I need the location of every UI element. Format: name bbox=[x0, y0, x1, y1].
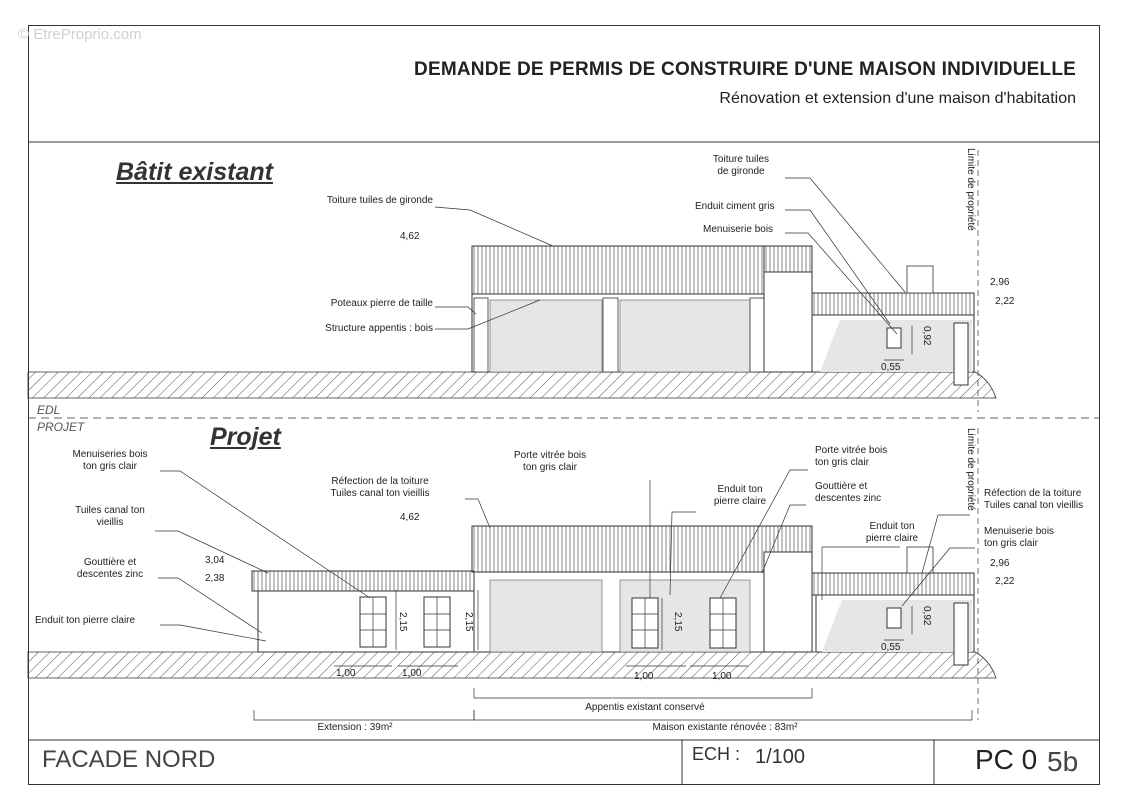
appentis-project-left bbox=[490, 580, 602, 652]
pc-number: 5b bbox=[1047, 746, 1079, 777]
label-menuiserie-right: Menuiserie bois ton gris clair bbox=[984, 526, 1055, 549]
label-poteaux: Poteaux pierre de taille bbox=[330, 298, 433, 309]
label-porte-right: Porte vitrée bois ton gris clair bbox=[815, 445, 888, 468]
existing-title: Bâtit existant bbox=[116, 158, 273, 186]
dim-092-existing: 0,92 bbox=[921, 326, 932, 346]
header-subtitle: Rénovation et extension d'une maison d'habitation bbox=[719, 90, 1076, 107]
level-296-project: 2,96 bbox=[990, 558, 1010, 569]
level-222-existing: 2,22 bbox=[995, 296, 1015, 307]
side-wall-existing bbox=[764, 272, 812, 372]
annex-roof-existing bbox=[812, 293, 974, 315]
appentis-shade-left bbox=[490, 300, 602, 372]
dim-100-a: 1,00 bbox=[336, 668, 356, 679]
label-tuiles-canal: Tuiles canal ton vieillis bbox=[75, 505, 145, 528]
appentis-shade-right bbox=[620, 300, 750, 372]
dim-055-existing: 0,55 bbox=[881, 362, 901, 373]
side-wall-project bbox=[764, 552, 812, 652]
dim-100-d: 1,00 bbox=[712, 671, 732, 682]
scale-label: ECH : bbox=[692, 744, 741, 764]
chimney-existing bbox=[907, 266, 933, 293]
dim-100-c: 1,00 bbox=[634, 671, 654, 682]
dim-100-b: 1,00 bbox=[402, 668, 422, 679]
header-title: DEMANDE DE PERMIS DE CONSTRUIRE D'UNE MAISON INDIVIDUELLE bbox=[414, 59, 1076, 80]
main-roof-project bbox=[472, 526, 812, 572]
post-existing-1 bbox=[474, 298, 488, 372]
label-refection-right: Réfection de la toiture Tuiles canal ton vieillis bbox=[984, 488, 1084, 511]
label-extension: Extension : 39m² bbox=[317, 722, 393, 733]
label-toiture-gironde-right: Toiture tuiles de gironde bbox=[712, 154, 770, 177]
dim-215-c: 2,15 bbox=[672, 612, 683, 632]
watermark: © EtreProprio.com bbox=[18, 26, 142, 43]
dim-055-project: 0,55 bbox=[881, 642, 901, 653]
label-menuiseries: Menuiseries bois ton gris clair bbox=[72, 449, 148, 472]
dim-215-a: 2,15 bbox=[397, 612, 408, 632]
window-project bbox=[887, 608, 901, 628]
label-enduit-ciment: Enduit ciment gris bbox=[695, 201, 775, 212]
level-462-project: 4,62 bbox=[400, 512, 420, 523]
ground-project bbox=[28, 652, 996, 678]
label-appentis: Appentis existant conservé bbox=[585, 702, 705, 713]
boundary-post-existing bbox=[954, 323, 968, 385]
level-296-existing: 2,96 bbox=[990, 277, 1010, 288]
annex-roof-project bbox=[812, 573, 974, 595]
level-304: 3,04 bbox=[205, 555, 225, 566]
post-existing-2 bbox=[603, 298, 618, 372]
label-enduit-center: Enduit ton pierre claire bbox=[713, 484, 767, 507]
limite-existing: Limite de propriété bbox=[965, 148, 976, 231]
level-462-existing: 4,62 bbox=[400, 231, 420, 242]
chimney-project bbox=[907, 547, 933, 573]
project-title: Projet bbox=[210, 423, 281, 451]
label-refection-center: Réfection de la toiture Tuiles canal ton vieillis bbox=[330, 476, 430, 499]
edl-label: EDL bbox=[37, 403, 61, 417]
extension-roof bbox=[252, 571, 474, 591]
label-gouttiere-right: Gouttière et descentes zinc bbox=[815, 481, 882, 504]
label-structure: Structure appentis : bois bbox=[325, 323, 433, 334]
dim-215-b: 2,15 bbox=[463, 612, 474, 632]
facade-title: FACADE NORD bbox=[42, 746, 216, 773]
boundary-post-project bbox=[954, 603, 968, 665]
projet-label: PROJET bbox=[37, 420, 85, 434]
level-222-project: 2,22 bbox=[995, 576, 1015, 587]
main-roof-existing bbox=[472, 246, 764, 294]
side-roof-existing bbox=[764, 246, 812, 272]
scale-value: 1/100 bbox=[755, 746, 806, 768]
label-menuiserie-bois: Menuiserie bois bbox=[703, 224, 774, 235]
level-238: 2,38 bbox=[205, 573, 225, 584]
label-enduit-left: Enduit ton pierre claire bbox=[35, 615, 136, 626]
pc-code: PC 0 bbox=[975, 744, 1038, 775]
dim-092-project: 0,92 bbox=[921, 606, 932, 626]
label-gouttiere-left: Gouttière et descentes zinc bbox=[76, 557, 144, 580]
limite-project: Limite de propriété bbox=[965, 428, 976, 511]
label-toiture-gironde: Toiture tuiles de gironde bbox=[326, 195, 433, 206]
label-maison: Maison existante rénovée : 83m² bbox=[652, 722, 798, 733]
post-existing-3 bbox=[750, 298, 764, 372]
label-porte-center: Porte vitrée bois ton gris clair bbox=[513, 450, 587, 473]
label-enduit-right: Enduit ton pierre claire bbox=[865, 521, 919, 544]
ground-existing bbox=[28, 372, 996, 398]
